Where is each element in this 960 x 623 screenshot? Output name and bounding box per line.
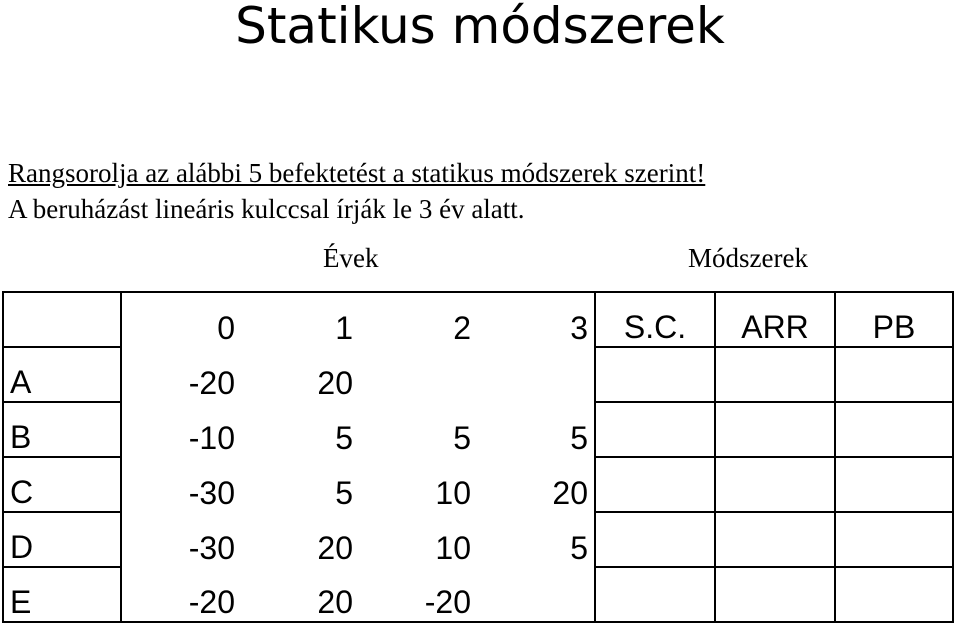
table-cell: 5	[335, 475, 353, 511]
column-header: 2	[359, 292, 477, 347]
table-cell: 10	[435, 475, 471, 511]
instruction-line-2: A beruházást lineáris kulccsal írják le 3 év alatt.	[8, 194, 525, 224]
table-cell: 20	[241, 567, 359, 622]
row-label: D	[3, 512, 121, 567]
table-cell: -10	[188, 420, 235, 456]
table-cell	[595, 347, 715, 402]
methods-header: Módszerek	[688, 243, 808, 273]
table-row	[3, 512, 953, 567]
table-cell: 5	[335, 420, 353, 456]
table-header-row	[3, 292, 953, 347]
column-header: 1	[241, 292, 359, 347]
table-cell	[595, 402, 715, 457]
investment-table	[2, 291, 954, 623]
row-label: C	[3, 457, 121, 512]
table-cell	[715, 402, 835, 457]
table-cell: -30	[188, 530, 235, 566]
page-title: Statikus módszerek	[235, 0, 725, 55]
table-cell	[595, 457, 715, 512]
column-header: 0	[121, 292, 241, 347]
table-cell	[835, 512, 953, 567]
table-cell	[715, 457, 835, 512]
column-header: PB	[835, 292, 953, 347]
table-cell	[359, 347, 477, 402]
table-cell: 5	[453, 420, 471, 456]
table-cell: 10	[435, 530, 471, 566]
table-cell: -20	[121, 567, 241, 622]
table-row	[3, 457, 953, 512]
row-label: E	[3, 567, 121, 622]
table-cell: -30	[188, 475, 235, 511]
table-cell	[835, 457, 953, 512]
table-cell: -20	[188, 365, 235, 401]
column-header: S.C.	[595, 292, 715, 347]
table-cell: 5	[570, 420, 588, 456]
table-cell: 20	[317, 365, 353, 401]
table-cell: 5	[570, 530, 588, 566]
table-cell	[595, 512, 715, 567]
table-cell	[835, 402, 953, 457]
table-row	[3, 402, 953, 457]
table-cell	[715, 512, 835, 567]
row-label: A	[3, 347, 121, 402]
column-header	[3, 292, 121, 347]
table-cell: -20	[359, 567, 477, 622]
table-row	[3, 347, 953, 402]
table-cell	[715, 347, 835, 402]
table-cell: 20	[317, 530, 353, 566]
table-cell	[477, 347, 595, 402]
column-header: 3	[477, 292, 595, 347]
column-header: ARR	[715, 292, 835, 347]
table-cell: 20	[552, 475, 588, 511]
row-label: B	[3, 402, 121, 457]
table-cell	[835, 347, 953, 402]
instruction-line-1: Rangsorolja az alábbi 5 befektetést a statikus módszerek szerint!	[8, 158, 706, 188]
years-header: Évek	[323, 243, 379, 273]
